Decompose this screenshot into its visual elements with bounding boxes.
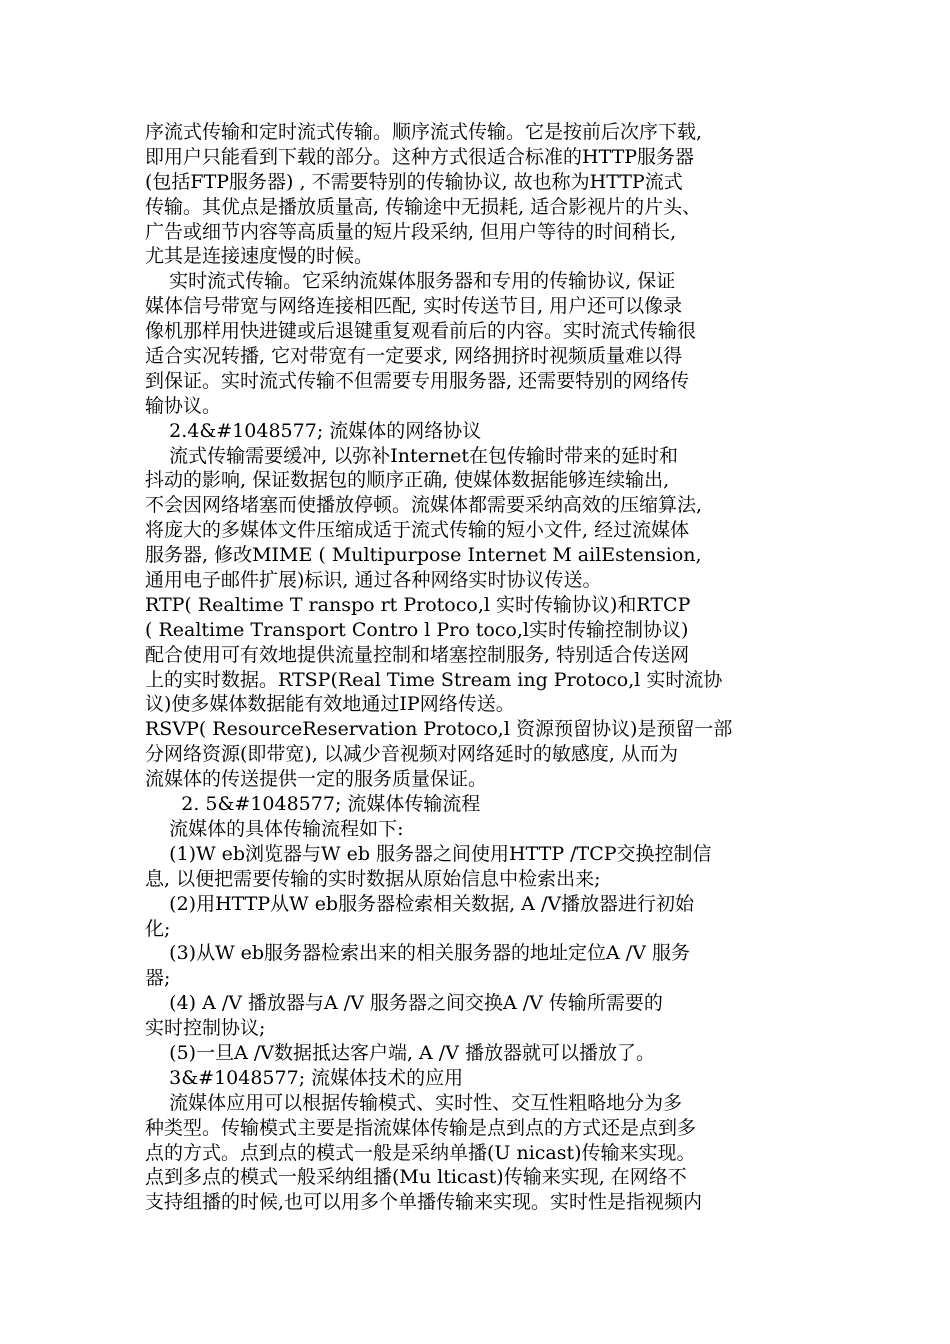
text-line: 上的实时数据。RTSP(Real Time Stream ing Protoco,l 实时流协 — [145, 668, 723, 691]
text-line: 即用户只能看到下载的部分。这种方式很适合标准的HTTP服务器 — [145, 145, 695, 168]
list-item-line: (3)从W eb服务器检索出来的相关服务器的地址定位A /V 服务 — [145, 942, 690, 965]
section-heading: 2. 5&#1048577; 流媒体传输流程 — [145, 793, 481, 816]
text-line: 流式传输需要缓冲, 以弥补Internet在包传输时带来的延时和 — [145, 444, 679, 467]
text-line: 像机那样用快进键或后退键重复观看前后的内容。实时流式传输很 — [145, 320, 697, 343]
text-line: 到保证。实时流式传输不但需要专用服务器, 还需要特别的网络传 — [145, 369, 690, 392]
document-body — [145, 120, 810, 1215]
text-line: 点的方式。点到点的模式一般是采纳单播(U nicast)传输来实现。 — [145, 1141, 696, 1164]
text-line: 尤其是连接速度慢的时候。 — [145, 245, 374, 268]
text-line: 输协议。 — [145, 394, 222, 417]
text-line: 媒体信号带宽与网络连接相匹配, 实时传送节目, 用户还可以像录 — [145, 295, 683, 318]
list-item-line: 实时控制协议; — [145, 1017, 266, 1040]
text-line: 传输。其优点是播放质量高, 传输途中无损耗, 适合影视片的片头、 — [145, 195, 702, 218]
section-heading: 3&#1048577; 流媒体技术的应用 — [145, 1066, 464, 1089]
list-item-line: (4) A /V 播放器与A /V 服务器之间交换A /V 传输所需要的 — [145, 992, 663, 1015]
list-item-line: 器; — [145, 967, 171, 990]
text-line: 将庞大的多媒体文件压缩成适于流式传输的短小文件, 经过流媒体 — [145, 519, 690, 542]
list-item-line: 化; — [145, 917, 171, 940]
list-item-line: (2)用HTTP从W eb服务器检索相关数据, A /V播放器进行初始 — [145, 892, 695, 915]
text-line: 点到多点的模式一般采纳组播(Mu lticast)传输来实现, 在网络不 — [145, 1166, 687, 1189]
list-item-line: (1)W eb浏览器与W eb 服务器之间使用HTTP /TCP交换控制信 — [145, 842, 712, 865]
text-line: 抖动的影响, 保证数据包的顺序正确, 使媒体数据能够连续输出, — [145, 469, 670, 492]
text-line: 适合实况转播, 它对带宽有一定要求, 网络拥挤时视频质量难以得 — [145, 345, 683, 368]
text-line: 序流式传输和定时流式传输。顺序流式传输。它是按前后次序下载, — [145, 121, 703, 143]
text-line: 流媒体的具体传输流程如下: — [145, 817, 404, 840]
text-line: 实时流式传输。它采纳流媒体服务器和专用的传输协议, 保证 — [145, 270, 676, 293]
text-line: 不会因网络堵塞而使播放停顿。流媒体都需要采纳高效的压缩算法, — [145, 494, 703, 517]
text-line: RTP( Realtime T ranspo rt Protoco,l 实时传输协议)和RTCP — [145, 593, 691, 616]
section-heading: 2.4&#1048577; 流媒体的网络协议 — [145, 419, 482, 442]
text-line: ( Realtime Transport Contro l Pro toco,l实时传输控制协议) — [145, 618, 689, 641]
text-line: 广告或细节内容等高质量的短片段采纳, 但用户等待的时间稍长, — [145, 220, 677, 243]
text-line: RSVP( ResourceReservation Protoco,l 资源预留协议)是预留一部 — [145, 718, 733, 741]
text-line: 通用电子邮件扩展)标识, 通过各种网络实时协议传送。 — [145, 569, 602, 592]
text-line: 配合使用可有效地提供流量控制和堵塞控制服务, 特别适合传送网 — [145, 643, 690, 666]
text-line: 支持组播的时候,也可以用多个单播传输来实现。实时性是指视频内 — [145, 1191, 703, 1214]
text-line: 流媒体应用可以根据传输模式、实时性、交互性粗略地分为多 — [145, 1091, 683, 1114]
text-line: 服务器, 修改MIME ( Multipurpose Internet M ailEstension, — [145, 544, 702, 567]
list-item-line: 息, 以便把需要传输的实时数据从原始信息中检索出来; — [145, 867, 601, 890]
list-item-line: (5)一旦A /V数据抵达客户端, A /V 播放器就可以播放了。 — [145, 1041, 655, 1064]
text-line: 流媒体的传送提供一定的服务质量保证。 — [145, 768, 488, 791]
text-line: 议)使多媒体数据能有效地通过IP网络传送。 — [145, 693, 515, 716]
text-line: 分网络资源(即带宽), 以减少音视频对网络延时的敏感度, 从而为 — [145, 743, 678, 766]
text-line: (包括FTP服务器) , 不需要特别的传输协议, 故也称为HTTP流式 — [145, 170, 683, 193]
text-line: 种类型。传输模式主要是指流媒体传输是点到点的方式还是点到多 — [145, 1116, 697, 1139]
